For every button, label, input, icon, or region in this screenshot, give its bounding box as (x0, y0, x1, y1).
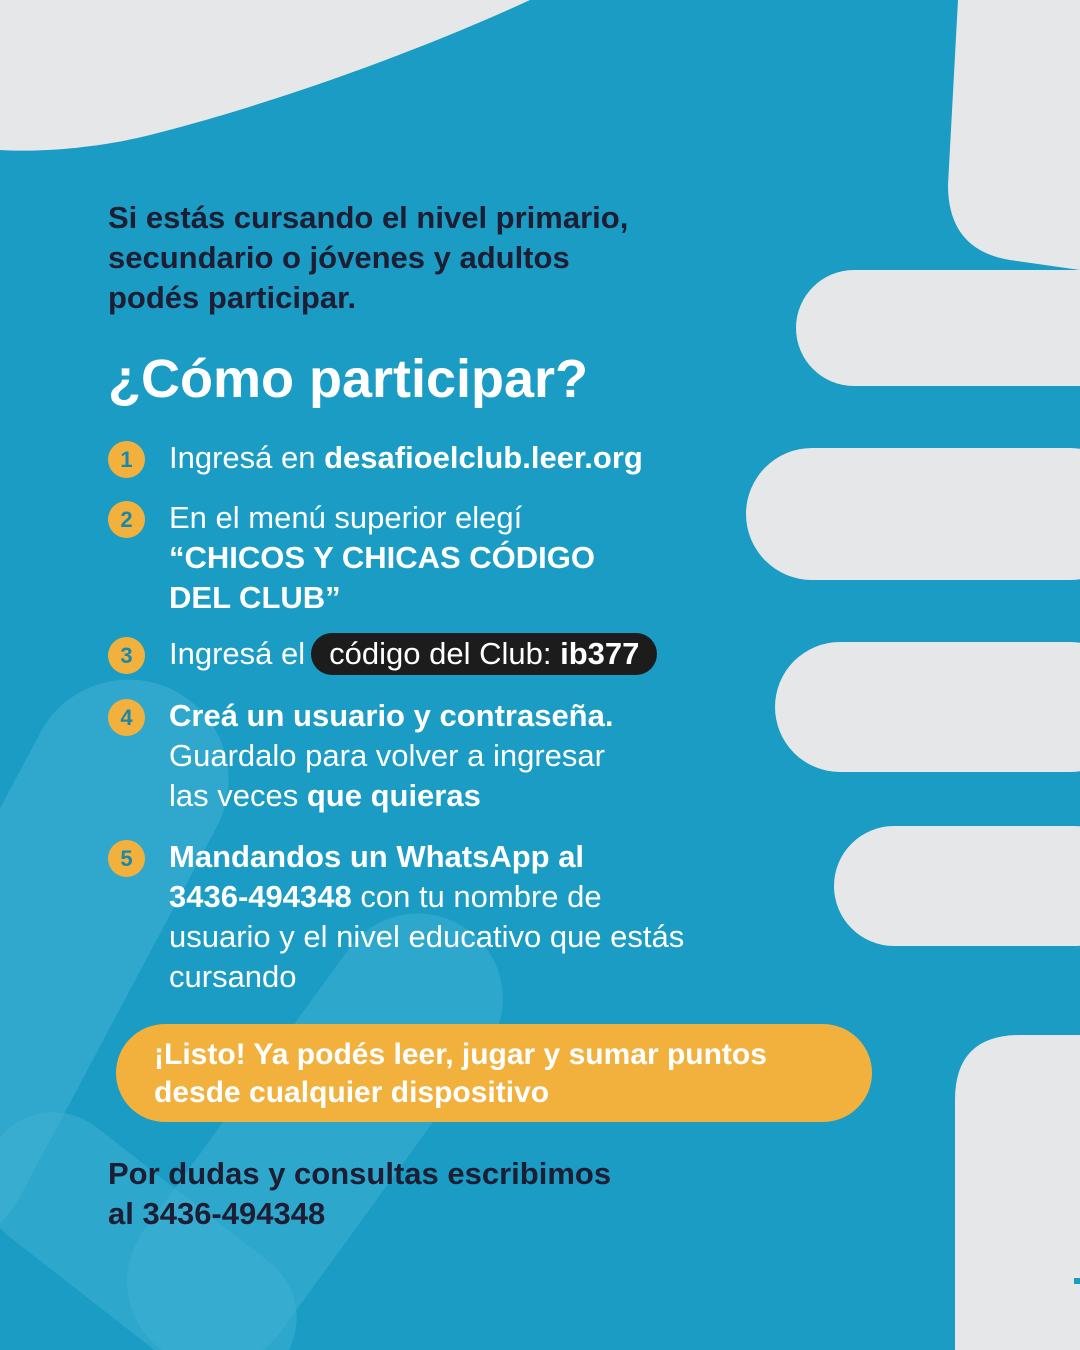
top-wave-shape (0, 0, 530, 151)
step-1 (108, 438, 828, 478)
banner-text (154, 1036, 767, 1112)
website-link[interactable]: desafioelclub.leer.org (324, 440, 643, 475)
step-number-badge: 3 (108, 637, 145, 674)
right-top-shape (948, 0, 1080, 270)
step-text (169, 634, 657, 675)
step-number-badge: 5 (108, 840, 145, 877)
step-line: “CHICOS Y CHICAS CÓDIGO (169, 540, 596, 575)
step-text-regular: las veces (169, 778, 307, 813)
intro-line: Si estás cursando el nivel primario, (108, 200, 629, 235)
step-number-badge: 2 (108, 501, 145, 538)
step-text-bold: que quieras (306, 778, 481, 813)
step-3 (108, 634, 828, 675)
step-2 (108, 498, 828, 618)
banner-line: ¡Listo! Ya podés leer, jugar y sumar puntos (154, 1038, 767, 1071)
intro-line: podés participar. (108, 280, 357, 315)
step-text (169, 498, 595, 618)
contact-footer (108, 1154, 611, 1234)
step-text-regular: con tu nombre de (351, 879, 602, 914)
page-title: ¿Cómo participar? (108, 349, 589, 409)
step-5 (108, 837, 828, 997)
step-line: usuario y el nivel educativo que estás (169, 919, 685, 954)
step-text (169, 696, 613, 816)
step-text-regular: Ingresá el (169, 636, 306, 671)
step-line: Mandandos un WhatsApp al (169, 839, 585, 874)
step-number-badge: 4 (108, 699, 145, 736)
step-text-regular: Ingresá en (169, 440, 325, 475)
footer-line: Por dudas y consultas escribimos (108, 1156, 612, 1191)
intro-text (108, 198, 748, 318)
step-line: En el menú superior elegí (169, 500, 523, 535)
whatsapp-phone[interactable]: 3436-494348 (169, 879, 352, 914)
step-4 (108, 696, 828, 816)
corner-tick (1074, 1278, 1080, 1284)
intro-line: secundario o jóvenes y adultos (108, 240, 570, 275)
right-bottom-shape (955, 1035, 1080, 1350)
step-number-badge: 1 (108, 441, 145, 478)
step-line: DEL CLUB” (169, 580, 341, 615)
club-code-value: ib377 (560, 636, 640, 671)
step-line: Guardalo para volver a ingresar (169, 738, 605, 773)
right-bar-1 (796, 270, 1080, 386)
footer-phone[interactable]: al 3436-494348 (108, 1196, 326, 1231)
club-code-label: código del Club: (329, 636, 561, 671)
ready-banner (116, 1024, 872, 1122)
step-text (169, 837, 684, 997)
banner-line: desde cualquier dispositivo (154, 1076, 550, 1109)
step-text (169, 438, 643, 478)
step-line: Creá un usuario y contraseña. (169, 698, 614, 733)
step-line: cursando (169, 959, 297, 994)
right-bar-4 (834, 826, 1080, 946)
club-code-pill (311, 633, 657, 675)
